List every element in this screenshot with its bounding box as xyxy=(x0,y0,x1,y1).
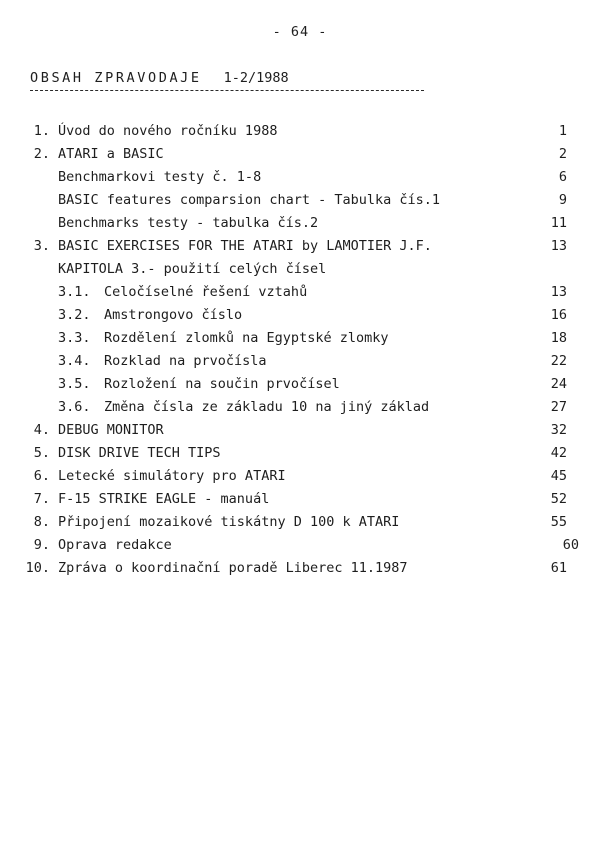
entry-number: 3.5. xyxy=(58,376,91,392)
toc-subentry xyxy=(0,352,600,375)
entry-page: 52 xyxy=(550,491,567,507)
toc-subentry xyxy=(0,329,600,352)
entry-title: Připojení mozaikové tiskátny D 100 k ATARI xyxy=(58,514,400,530)
page-number: - 64 - xyxy=(272,24,328,40)
entry-page: 27 xyxy=(550,399,567,415)
entry-page: 55 xyxy=(550,514,567,530)
entry-title: DISK DRIVE TECH TIPS xyxy=(58,445,221,461)
toc-entry xyxy=(0,237,600,260)
entry-number: 3.4. xyxy=(58,353,91,369)
toc-entry xyxy=(0,168,600,191)
entry-title: ATARI a BASIC xyxy=(58,146,164,162)
entry-page: 9 xyxy=(558,192,567,208)
entry-page: 6 xyxy=(558,169,567,185)
entry-page: 42 xyxy=(550,445,567,461)
toc-entry xyxy=(0,467,600,490)
toc-subentry xyxy=(0,283,600,306)
entry-title: Rozložení na součin prvočísel xyxy=(104,376,340,392)
entry-page: 24 xyxy=(550,376,567,392)
entry-title: KAPITOLA 3.- použití celých čísel xyxy=(58,261,327,277)
entry-page: 61 xyxy=(550,560,567,576)
entry-number: 3.6. xyxy=(58,399,91,415)
heading-underline xyxy=(30,90,424,91)
toc-entry xyxy=(0,559,600,582)
toc-entry xyxy=(0,444,600,467)
entry-page: 2 xyxy=(558,146,567,162)
toc-entry xyxy=(0,260,600,283)
entry-page: 22 xyxy=(550,353,567,369)
entry-page: 60 xyxy=(562,537,579,553)
entry-title: BASIC features comparsion chart - Tabulka čís.1 xyxy=(58,192,441,208)
toc-entry xyxy=(0,214,600,237)
contents-title: OBSAH ZPRAVODAJE xyxy=(30,70,202,86)
entry-number: 3.3. xyxy=(58,330,91,346)
entry-number: 8. xyxy=(33,514,50,530)
table-of-contents xyxy=(0,122,600,582)
toc-entry xyxy=(0,490,600,513)
entry-title: Úvod do nového ročníku 1988 xyxy=(58,123,278,139)
issue-number: 1-2/1988 xyxy=(223,70,289,86)
entry-title: Rozdělení zlomků na Egyptské zlomky xyxy=(104,330,389,346)
entry-page: 13 xyxy=(550,238,567,254)
entry-number: 2. xyxy=(33,146,50,162)
entry-number: 3. xyxy=(33,238,50,254)
toc-entry xyxy=(0,536,600,559)
entry-page: 16 xyxy=(550,307,567,323)
entry-page: 13 xyxy=(550,284,567,300)
entry-number: 1. xyxy=(33,123,50,139)
entry-title: Rozklad na prvočísla xyxy=(104,353,267,369)
contents-heading xyxy=(30,70,426,86)
toc-subentry xyxy=(0,306,600,329)
toc-subentry xyxy=(0,375,600,398)
entry-page: 32 xyxy=(550,422,567,438)
entry-title: Změna čísla ze základu 10 na jiný základ xyxy=(104,399,430,415)
entry-number: 7. xyxy=(33,491,50,507)
entry-number: 10. xyxy=(25,560,50,576)
entry-number: 9. xyxy=(33,537,50,553)
entry-title: Amstrongovo číslo xyxy=(104,307,243,323)
entry-title: Oprava redakce xyxy=(58,537,172,553)
toc-entry xyxy=(0,122,600,145)
entry-number: 5. xyxy=(33,445,50,461)
entry-title: Zpráva o koordinační poradě Liberec 11.1987 xyxy=(58,560,408,576)
entry-number: 3.2. xyxy=(58,307,91,323)
entry-page: 18 xyxy=(550,330,567,346)
entry-title: BASIC EXERCISES FOR THE ATARI by LAMOTIER J.F. xyxy=(58,238,432,254)
toc-entry xyxy=(0,145,600,168)
entry-page: 11 xyxy=(550,215,567,231)
entry-number: 6. xyxy=(33,468,50,484)
entry-title: Benchmarkovi testy č. 1-8 xyxy=(58,169,262,185)
toc-entry xyxy=(0,421,600,444)
entry-title: Benchmarks testy - tabulka čís.2 xyxy=(58,215,319,231)
entry-title: DEBUG MONITOR xyxy=(58,422,164,438)
toc-entry xyxy=(0,513,600,536)
entry-number: 4. xyxy=(33,422,50,438)
entry-title: Celočíselné řešení vztahů xyxy=(104,284,308,300)
entry-title: F-15 STRIKE EAGLE - manuál xyxy=(58,491,270,507)
entry-number: 3.1. xyxy=(58,284,91,300)
toc-entry xyxy=(0,191,600,214)
entry-title: Letecké simulátory pro ATARI xyxy=(58,468,286,484)
entry-page: 1 xyxy=(558,123,567,139)
toc-subentry xyxy=(0,398,600,421)
entry-page: 45 xyxy=(550,468,567,484)
